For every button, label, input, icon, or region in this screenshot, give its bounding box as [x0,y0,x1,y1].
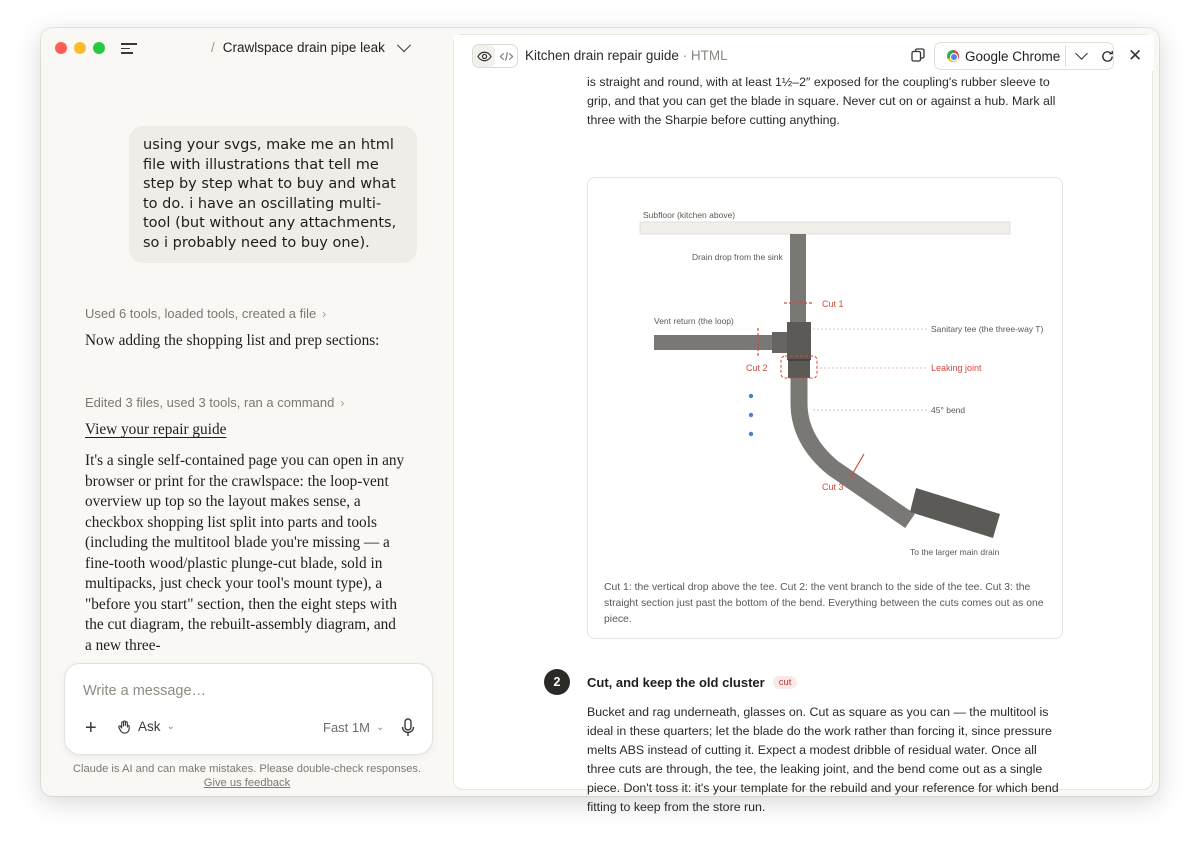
assistant-message-2: It's a single self-contained page you can open in any browser or print for the crawlspace: the loop-vent overview up top so the layout makes sense, a checkbox shopping list split into parts and tools (including the multitool blade you're missing — a fine-tooth wood/plastic plunge-cut blade, sold in multipacks, just check your tool's mount type), a "before you start" section, then the eight steps with the cut diagram, the rebuilt-assembly diagram, and a new three- [85,452,405,654]
vent-label: Vent return (the loop) [654,316,734,326]
code-tab[interactable] [495,45,517,67]
artifact-header [454,35,1154,71]
model-label: Fast 1M [323,720,370,735]
message-input[interactable]: Write a message… [83,683,207,699]
chat-pane [41,28,453,796]
artifact-content [454,71,1154,814]
feedback-link[interactable]: Give us feedback [203,777,291,789]
artifact-type: · HTML [682,48,728,63]
step-body: Bucket and rag underneath, glasses on. Cut as square as you can — the multitool is ideal in these quarters; let the blade do the work rather than forcing it, since pressure melts ABS instead of cutting it. Expect a modest dribble of residual water. Once all three cuts are through, the tee, the leaking joint, and the bend come out as a single piece. Don't toss it: it's your template for the rebuild and your reference for which bend fitting to keep from the store run. [587,705,1059,814]
divider [1065,45,1066,67]
drip-dot [749,413,753,417]
sanitary-tee [787,322,811,360]
tool-summary-text: Edited 3 files, used 3 tools, ran a command [85,395,335,410]
artifact-title-text: Kitchen drain repair guide [525,48,679,63]
tool-summary-text: Used 6 tools, loaded tools, created a file [85,306,317,321]
cut-3-label: Cut 3 [822,482,844,492]
bend-label: 45° bend [931,405,966,415]
subfloor-label: Subfloor (kitchen above) [643,210,736,220]
chevron-right-icon: › [340,395,345,410]
tee-label: Sanitary tee (the three-way T) [931,324,1044,334]
bend-pipe [799,378,910,521]
cut-diagram [587,177,1063,639]
eye-icon [477,51,492,62]
copy-icon[interactable] [911,48,925,62]
cut-1-label: Cut 1 [822,299,844,309]
diagram-caption: Cut 1: the vertical drop above the tee. Cut 2: the vent branch to the side of the tee. Cut 3: the straight section just past the bottom of the bend. Everything between the cuts comes out as one piece. [604,582,1044,625]
model-selector[interactable] [323,720,384,735]
assistant-message-1: Now adding the shopping list and prep sections: [85,332,380,349]
step-tag: cut [773,676,798,689]
chat-title: Crawlspace drain pipe leak [222,40,385,55]
preview-tab[interactable] [473,45,495,67]
mode-selector[interactable] [117,719,175,734]
artifact-pane [453,34,1153,814]
tool-summary-1[interactable] [85,306,326,321]
step-number-badge: 2 [544,669,570,695]
step-title-text: Cut, and keep the old cluster [587,675,765,690]
app-window [41,28,1159,814]
cut-diagram-svg [588,178,1064,578]
breadcrumb-separator: / [211,40,215,55]
main-drain-hub [910,488,1000,538]
artifact-title [525,48,728,63]
drip-dot [749,394,753,398]
drain-drop-label: Drain drop from the sink [692,252,783,262]
tool-summary-2[interactable] [85,395,344,410]
code-icon [499,51,514,62]
drip-dot [749,432,753,436]
message-composer[interactable] [64,663,433,755]
vent-pipe [654,335,774,350]
mode-label: Ask [138,719,161,734]
leak-label: Leaking joint [931,363,982,373]
disclaimer [41,762,453,790]
main-drain-label: To the larger main drain [910,547,1000,557]
user-message: using your svgs, make me an html file with illustrations that tell me step by step what to buy and what to do. i have an oscillating multi-tool (but without any attachments, so i probably need to buy one). [129,126,417,263]
preview-code-toggle[interactable] [472,44,518,68]
step-title [587,675,797,690]
browser-label: Google Chrome [965,48,1061,64]
add-attachment-icon[interactable]: + [85,717,97,739]
drain-drop-pipe [790,234,806,324]
chevron-down-icon: ⌄ [375,722,385,733]
chrome-icon [947,50,959,62]
hand-icon [117,719,132,734]
close-icon[interactable]: ✕ [1128,46,1143,65]
subfloor-shape [640,222,1010,234]
chevron-right-icon: › [322,306,327,321]
tee-lower-hub [788,360,810,378]
microphone-icon[interactable] [401,718,415,738]
open-in-browser-button[interactable] [934,42,1114,70]
chevron-down-icon: ⌄ [166,721,175,732]
chevron-down-icon[interactable] [1075,47,1088,60]
disclaimer-text: Claude is AI and can make mistakes. Please double-check responses. [72,763,422,775]
intro-paragraph: is straight and round, with at least 1½–2″ exposed for the coupling's rubber sleeve to grip, and that you can get the blade in square. Never cut on or against a hub. Mark all three with the Sharpie before cutting anything. [587,75,1056,127]
repair-guide-link[interactable]: View your repair guide [85,421,227,438]
cut-2-label: Cut 2 [746,363,768,373]
reload-icon[interactable] [1100,49,1115,64]
